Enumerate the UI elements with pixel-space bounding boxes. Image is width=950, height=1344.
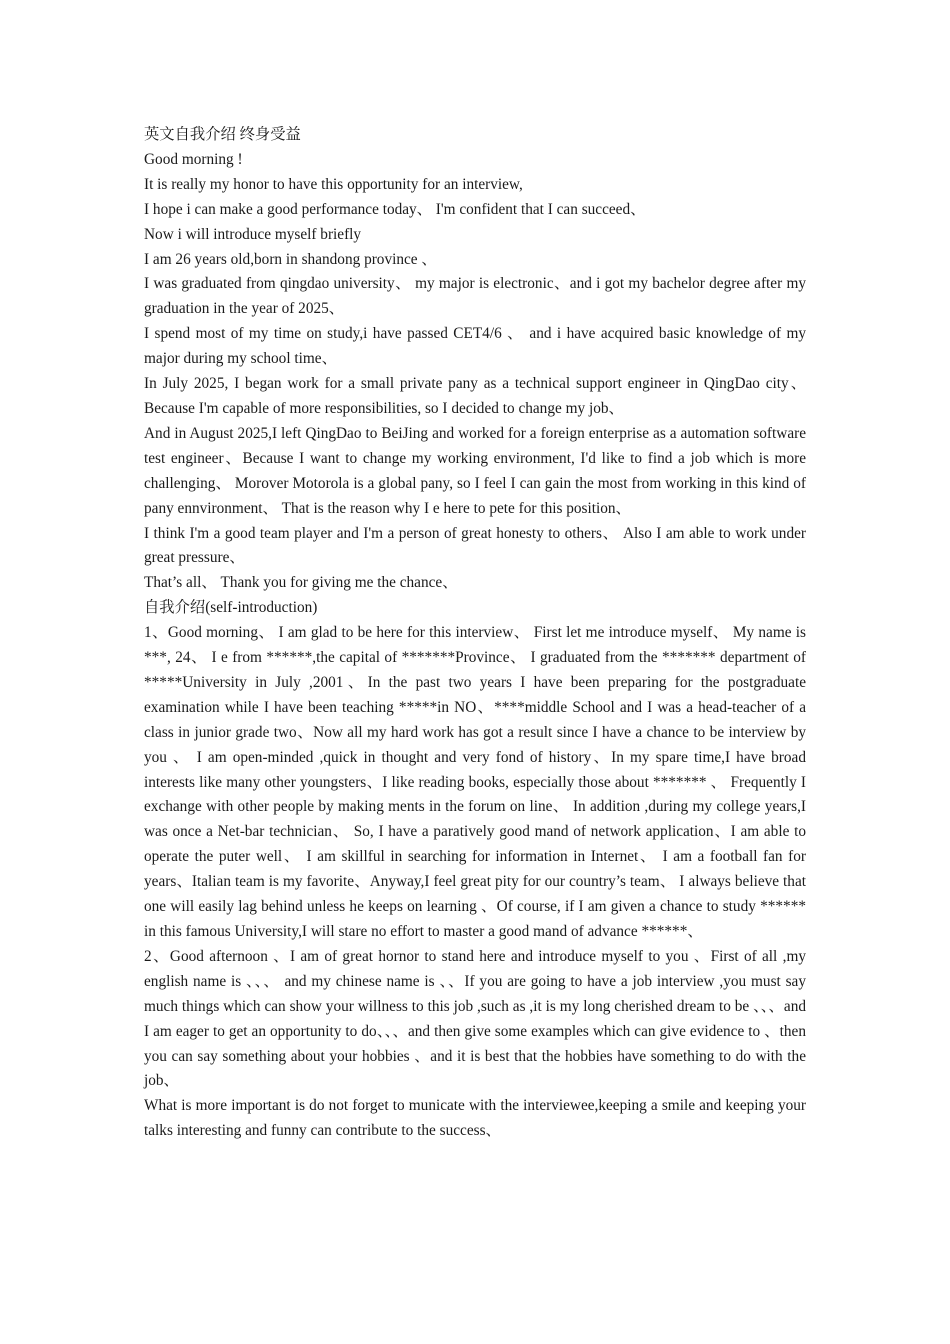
paragraph: I was graduated from qingdao university、 my major is electronic、and i got my bachelor degree after my graduation in the year of 2025、 [144,275,806,318]
paragraph: 1、Good morning、 I am glad to be here for this interview、 First let me introduce myself、 My name is ***, 24、 I e from ******,the capital of *******Province、 I graduated from the ******* department of *****University in July ,2001、In the past two years I have been preparing for the postgraduate examination while I have been teaching *****in NO、****middle School and I was a head-teacher of a class in junior grade two、Now all my hard work has got a result since I have a chance to be interview by you 、 I am open-minded ,quick in thought and very fond of history、In my spare time,I have broad interests like many other youngsters、I like reading books, especially those about ******* 、 Frequently I exchange with other people by making ments in the forum on line、 In addition ,during my college years,I was once a Net-bar technician、 So, I have a paratively good mand of network application、I am able to operate the puter well、 I am skillful in searching for information in Internet、 I am a football fan for years、Italian team is my favorite、Anyway,I feel great pity for our country’s team、 I always believe that one will easily lag behind unless he keeps on learning 、Of course, if I am given a chance to study ****** in this famous University,I will stare no effort to master a good mand of advance ******、 [144,624,806,940]
paragraph: I am 26 years old,born in shandong province 、 [144,250,437,268]
paragraph: That’s all、 Thank you for giving me the chance、 [144,574,458,592]
paragraph: What is more important is do not forget to municate with the interviewee,keeping a smile and keeping your talks interesting and funny can contribute to the success、 [144,1097,806,1140]
paragraph: I hope i can make a good performance today、 I'm confident that I can succeed、 [144,200,646,218]
paragraph: It is really my honor to have this opportunity for an interview, [144,175,523,193]
document-title: 英文自我介绍 终身受益 [144,126,301,143]
paragraph: I think I'm a good team player and I'm a person of great honesty to others、 Also I am able to work under great pressure、 [144,524,806,567]
section-heading: 自我介绍(self-introduction) [144,599,318,617]
greeting-paragraph: Good morning ! [144,150,243,168]
paragraph: Now i will introduce myself briefly [144,225,362,243]
document-page [144,123,806,1144]
paragraph: I spend most of my time on study,i have passed CET4/6 、 and i have acquired basic knowledge of my major during my school time、 [144,325,806,368]
paragraph: And in August 2025,I left QingDao to BeiJing and worked for a foreign enterprise as a automation software test engineer、Because I want to change my working environment, I'd like to find a job which is more challenging、 Morover Motorola is a global pany, so I feel I can gain the most from working in this kind of pany ennvironment、 That is the reason why I e here to pete for this position、 [144,424,806,517]
paragraph: 2、Good afternoon 、I am of great hornor to stand here and introduce myself to you 、First of all ,my english name is 、、、 and my chinese name is 、、If you are going to have a job interview ,you must say much things which can show your willness to this job ,such as ,it is my long cherished dream to be 、、、and I am eager to get an opportunity to do、、、and then give some examples which can give evidence to 、then you can say something about your hobbies 、and it is best that the hobbies have something to do with the job、 [144,947,806,1090]
paragraph: In July 2025, I began work for a small private pany as a technical support engineer in QingDao city、Because I'm capable of more responsibilities, so I decided to change my job、 [144,375,806,417]
